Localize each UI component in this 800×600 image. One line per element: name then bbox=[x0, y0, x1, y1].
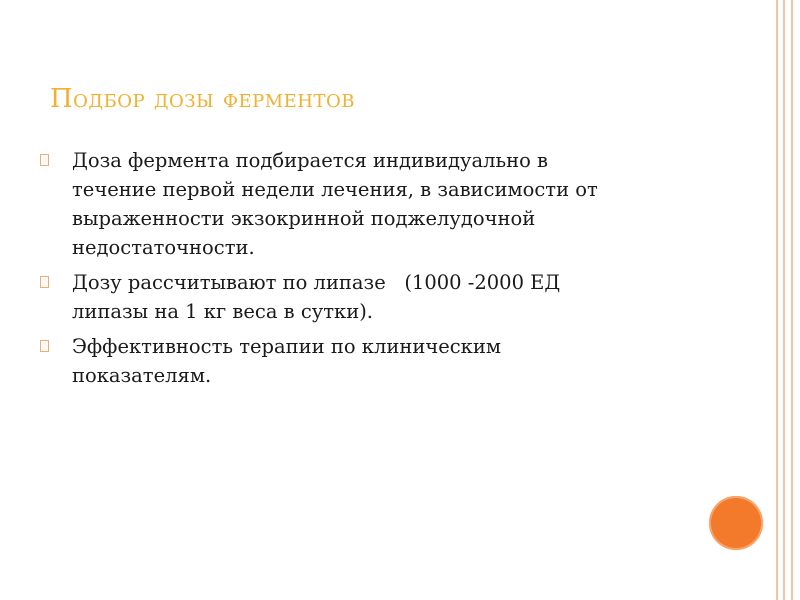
bullet-icon bbox=[40, 340, 49, 352]
bullet-icon bbox=[40, 276, 49, 288]
bullet-text: Дозу рассчитывают по липазе (1000 -2000 ЕД липазы на 1 кг веса в сутки). bbox=[72, 271, 561, 323]
decorative-line bbox=[791, 0, 793, 600]
decorative-line bbox=[776, 0, 778, 600]
decorative-line bbox=[783, 0, 785, 600]
bullet-item bbox=[40, 332, 720, 390]
bullet-icon bbox=[40, 154, 49, 166]
bullet-list bbox=[40, 146, 720, 396]
bullet-text: Доза фермента подбирается индивидуально в течение первой недели лечения, в зависимости от выраженности экзокринной поджелудочной недостаточности. bbox=[72, 149, 598, 259]
decorative-circle bbox=[709, 496, 763, 550]
slide-title: Подбор дозы ферментов bbox=[50, 84, 355, 114]
bullet-item bbox=[40, 268, 720, 326]
bullet-item bbox=[40, 146, 720, 262]
bullet-text: Эффективность терапии по клиническим показателям. bbox=[72, 335, 502, 387]
